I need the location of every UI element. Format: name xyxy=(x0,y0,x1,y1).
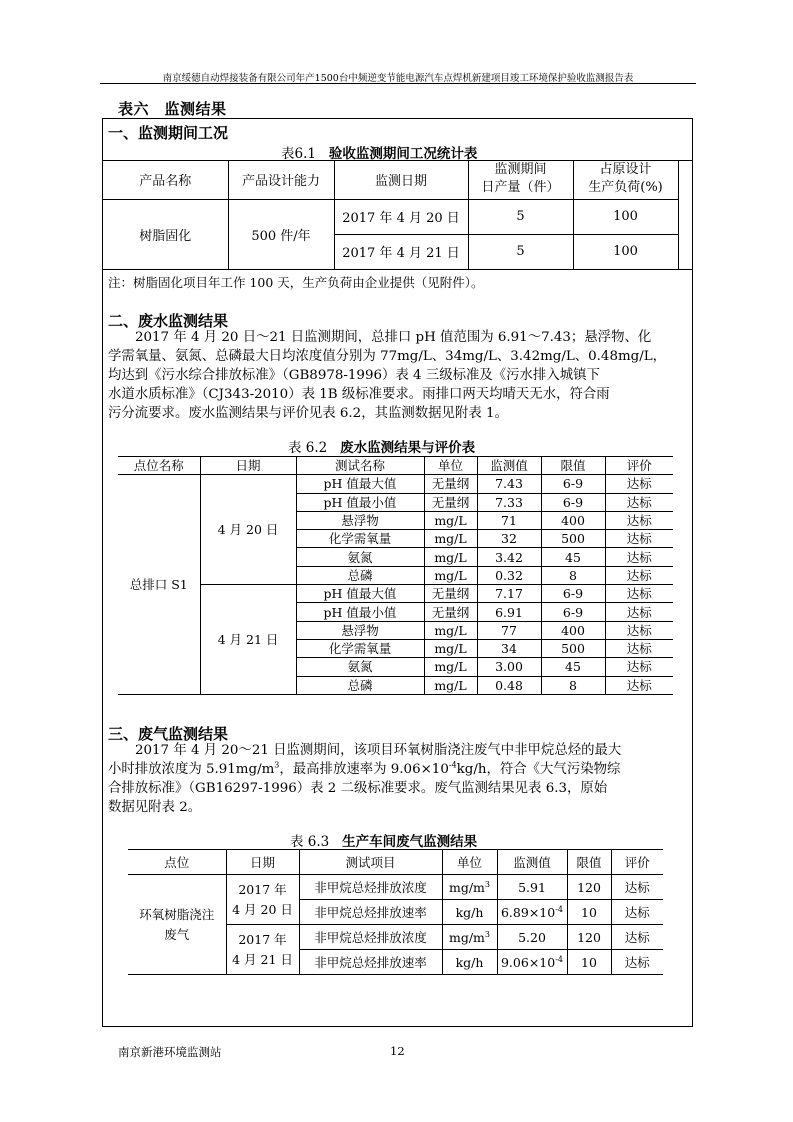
eval-cell: 达标 xyxy=(605,639,673,657)
capacity-cell: 500 件/年 xyxy=(228,199,334,269)
eval-cell: 达标 xyxy=(611,875,663,900)
test-cell: 氨氮 xyxy=(296,658,424,676)
table-61 xyxy=(103,160,679,270)
th-date: 日期 xyxy=(200,457,296,475)
table-62 xyxy=(118,456,673,695)
limit-cell: 400 xyxy=(541,621,605,639)
unit-cell xyxy=(442,875,497,900)
ex-line-3: 合排放标准》（GB16297-1996）表 2 二级标准要求。废气监测结果见表 6.3，原始 xyxy=(108,781,608,796)
value-cell: 3.42 xyxy=(477,548,541,566)
table63-header-row xyxy=(128,850,663,875)
limit-cell: 400 xyxy=(541,511,605,529)
value-cell xyxy=(497,925,567,950)
table62-header-row xyxy=(118,457,673,475)
date-line-2: 4 月 21 日 xyxy=(232,951,293,967)
item-cell: 非甲烷总烃排放浓度 xyxy=(299,875,442,900)
header-rule xyxy=(100,83,696,84)
th-output-line2: 日产量（件） xyxy=(481,180,560,196)
eval-cell: 达标 xyxy=(605,530,673,548)
table63-caption-text: 生产车间废气监测结果 xyxy=(342,834,478,850)
table63-caption-num: 表 6.3 xyxy=(290,834,330,850)
site-cell xyxy=(128,875,226,975)
limit-cell: 6-9 xyxy=(541,493,605,511)
section1-heading: 一、监测期间工况 xyxy=(108,124,229,142)
table61-caption-text: 验收监测期间工况统计表 xyxy=(328,146,478,162)
table61-bottom-rule xyxy=(103,269,692,270)
th-unit: 单位 xyxy=(424,457,477,475)
table61-caption xyxy=(281,142,477,162)
site-line-2: 废气 xyxy=(164,926,190,942)
exhaust-paragraph xyxy=(108,741,686,817)
unit-cell: 无量纲 xyxy=(424,603,477,621)
table-63 xyxy=(128,849,663,975)
test-cell: 化学需氧量 xyxy=(296,639,424,657)
unit-text: kg/h xyxy=(455,904,484,920)
test-cell: pH 值最大值 xyxy=(296,585,424,603)
limit-cell: 8 xyxy=(541,566,605,584)
ww-line-5: 污分流要求。废水监测结果与评价见表 6.2，其监测数据见附表 1。 xyxy=(108,406,508,421)
th-unit: 单位 xyxy=(442,850,497,875)
unit-cell xyxy=(442,925,497,950)
th-value: 监测值 xyxy=(477,457,541,475)
value-cell: 32 xyxy=(477,530,541,548)
load-cell: 100 xyxy=(573,199,678,234)
value-cell: 7.17 xyxy=(477,585,541,603)
eval-cell: 达标 xyxy=(605,585,673,603)
limit-cell: 45 xyxy=(541,548,605,566)
th-limit: 限值 xyxy=(567,850,611,875)
table-six-title: 表六 监测结果 xyxy=(118,100,227,118)
unit-sup: 3 xyxy=(484,929,490,939)
th-capacity: 产品设计能力 xyxy=(228,160,334,199)
unit-cell: 无量纲 xyxy=(424,475,477,493)
value-text: 5.91 xyxy=(518,879,546,895)
value-cell: 34 xyxy=(477,639,541,657)
section3-heading: 三、废气监测结果 xyxy=(108,725,229,743)
value-sup: -4 xyxy=(555,904,563,914)
unit-sup: 3 xyxy=(484,879,490,889)
ex-line-1: 2017 年 4 月 20～21 日监测期间，该项目环氧树脂浇注废气中非甲烷总烃的最大 xyxy=(135,743,622,758)
table-row xyxy=(128,875,663,900)
th-test: 测试名称 xyxy=(296,457,424,475)
unit-cell xyxy=(442,950,497,975)
eval-cell: 达标 xyxy=(605,676,673,694)
th-load xyxy=(573,160,678,199)
value-cell xyxy=(497,875,567,900)
value-text: 5.20 xyxy=(518,929,546,945)
unit-cell: mg/L xyxy=(424,548,477,566)
unit-text: mg/m xyxy=(448,879,485,895)
unit-cell: mg/L xyxy=(424,511,477,529)
unit-cell: mg/L xyxy=(424,639,477,657)
th-output xyxy=(468,160,573,199)
output-cell: 5 xyxy=(468,199,573,234)
table62-caption xyxy=(288,436,475,456)
value-cell: 6.91 xyxy=(477,603,541,621)
ex-line-4: 数据见附表 2。 xyxy=(108,800,202,815)
value-text: 6.89×10 xyxy=(500,904,556,920)
value-cell: 0.48 xyxy=(477,676,541,694)
eval-cell: 达标 xyxy=(605,603,673,621)
table61-caption-num: 表6.1 xyxy=(281,146,316,162)
eval-cell: 达标 xyxy=(605,658,673,676)
th-load-line2: 生产负荷(%) xyxy=(588,180,663,196)
date-line-1: 2017 年 xyxy=(238,881,287,897)
table62-caption-text: 废水监测结果与评价表 xyxy=(340,440,476,456)
limit-cell: 120 xyxy=(567,925,611,950)
eval-cell: 达标 xyxy=(611,950,663,975)
table63-caption xyxy=(290,830,477,850)
test-cell: pH 值最小值 xyxy=(296,603,424,621)
table61-row-1 xyxy=(103,199,678,234)
value-cell: 7.33 xyxy=(477,493,541,511)
unit-cell: mg/L xyxy=(424,621,477,639)
ex-line-2b: ，最高排放速率为 9.06×10 xyxy=(279,762,449,777)
date-cell xyxy=(226,875,299,925)
th-item: 测试项目 xyxy=(299,850,442,875)
value-cell: 7.43 xyxy=(477,475,541,493)
item-cell: 非甲烷总烃排放速率 xyxy=(299,900,442,925)
th-limit: 限值 xyxy=(541,457,605,475)
table-row xyxy=(118,475,673,493)
ex-sup-2: -4 xyxy=(448,760,457,770)
limit-cell: 500 xyxy=(541,639,605,657)
date-cell xyxy=(226,925,299,975)
unit-cell: 无量纲 xyxy=(424,493,477,511)
th-date: 监测日期 xyxy=(334,160,468,199)
test-cell: 化学需氧量 xyxy=(296,530,424,548)
limit-cell: 6-9 xyxy=(541,585,605,603)
table62-caption-num: 表 6.2 xyxy=(288,440,328,456)
eval-cell: 达标 xyxy=(605,475,673,493)
site-line-1: 环氧树脂浇注 xyxy=(139,906,215,922)
value-cell: 0.32 xyxy=(477,566,541,584)
test-cell: pH 值最小值 xyxy=(296,493,424,511)
table-row xyxy=(118,585,673,603)
eval-cell: 达标 xyxy=(605,621,673,639)
value-cell: 77 xyxy=(477,621,541,639)
item-cell: 非甲烷总烃排放浓度 xyxy=(299,925,442,950)
section2-heading: 二、废水监测结果 xyxy=(108,312,229,330)
unit-cell: mg/L xyxy=(424,566,477,584)
ww-line-1: 2017 年 4 月 20 日～21 日监测期间，总排口 pH 值范围为 6.91～7.43；悬浮物、化 xyxy=(135,330,652,345)
test-cell: 氨氮 xyxy=(296,548,424,566)
unit-cell xyxy=(442,900,497,925)
ww-line-3: 均达到《污水综合排放标准》（GB8978-1996）表 4 三级标准及《污水排入城镇下 xyxy=(108,368,600,383)
page-number: 12 xyxy=(390,1044,405,1058)
eval-cell: 达标 xyxy=(605,548,673,566)
limit-cell: 120 xyxy=(567,875,611,900)
value-cell: 71 xyxy=(477,511,541,529)
unit-text: mg/m xyxy=(448,929,485,945)
table61-header-row xyxy=(103,160,678,199)
limit-cell: 6-9 xyxy=(541,475,605,493)
item-cell: 非甲烷总烃排放速率 xyxy=(299,950,442,975)
eval-cell: 达标 xyxy=(611,900,663,925)
value-cell: 3.00 xyxy=(477,658,541,676)
product-cell: 树脂固化 xyxy=(103,199,228,269)
site-cell: 总排口 S1 xyxy=(118,475,200,695)
test-cell: 总磷 xyxy=(296,676,424,694)
th-product: 产品名称 xyxy=(103,160,228,199)
unit-cell: mg/L xyxy=(424,676,477,694)
value-text: 9.06×10 xyxy=(500,954,556,970)
eval-cell: 达标 xyxy=(605,566,673,584)
th-load-line1: 占原设计 xyxy=(599,162,652,178)
ww-line-2: 学需氧量、氨氮、总磷最大日均浓度值分别为 77mg/L、34mg/L、3.42mg/L、0.48mg/L， xyxy=(108,349,667,364)
unit-cell: 无量纲 xyxy=(424,585,477,603)
value-cell xyxy=(497,950,567,975)
date-line-2: 4 月 20 日 xyxy=(232,901,293,917)
running-header: 南京绥德自动焊接装备有限公司年产1500台中频逆变节能电源汽车点焊机新建项目竣工环境保护验收监测报告表 xyxy=(162,73,634,84)
th-value: 监测值 xyxy=(497,850,567,875)
eval-cell: 达标 xyxy=(605,493,673,511)
th-eval: 评价 xyxy=(605,457,673,475)
th-site: 点位 xyxy=(128,850,226,875)
value-cell xyxy=(497,900,567,925)
limit-cell: 6-9 xyxy=(541,603,605,621)
unit-text: kg/h xyxy=(455,954,484,970)
test-cell: 悬浮物 xyxy=(296,511,424,529)
date-line-1: 2017 年 xyxy=(238,931,287,947)
eval-cell: 达标 xyxy=(611,925,663,950)
limit-cell: 45 xyxy=(541,658,605,676)
footer-org: 南京新港环境监测站 xyxy=(118,1045,222,1059)
table61-note: 注：树脂固化项目年工作 100 天，生产负荷由企业提供（见附件）。 xyxy=(108,275,484,290)
unit-cell: mg/L xyxy=(424,530,477,548)
limit-cell: 500 xyxy=(541,530,605,548)
ex-line-2 xyxy=(108,760,686,779)
ww-line-4: 水道水质标准》（CJ343-2010）表 1B 级标准要求。雨排口两天均晴天无水，符合雨 xyxy=(108,387,610,402)
ex-sup-1: 3 xyxy=(274,760,280,770)
th-site: 点位名称 xyxy=(118,457,200,475)
th-date: 日期 xyxy=(226,850,299,875)
limit-cell: 10 xyxy=(567,900,611,925)
th-eval: 评价 xyxy=(611,850,663,875)
limit-cell: 10 xyxy=(567,950,611,975)
value-sup: -4 xyxy=(555,954,563,964)
date-cell: 2017 年 4 月 20 日 xyxy=(334,199,468,234)
test-cell: 悬浮物 xyxy=(296,621,424,639)
ex-line-2a: 小时排放浓度为 5.91mg/m xyxy=(108,762,275,777)
unit-cell: mg/L xyxy=(424,658,477,676)
th-output-line1: 监测期间 xyxy=(494,162,547,178)
eval-cell: 达标 xyxy=(605,511,673,529)
limit-cell: 8 xyxy=(541,676,605,694)
date-cell: 2017 年 4 月 21 日 xyxy=(334,234,468,269)
wastewater-paragraph xyxy=(108,328,686,423)
test-cell: pH 值最大值 xyxy=(296,475,424,493)
ex-line-2c: kg/h，符合《大气污染物综 xyxy=(456,762,621,777)
date-cell: 4 月 21 日 xyxy=(200,585,296,695)
test-cell: 总磷 xyxy=(296,566,424,584)
output-cell: 5 xyxy=(468,234,573,269)
date-cell: 4 月 20 日 xyxy=(200,475,296,585)
load-cell: 100 xyxy=(573,234,678,269)
